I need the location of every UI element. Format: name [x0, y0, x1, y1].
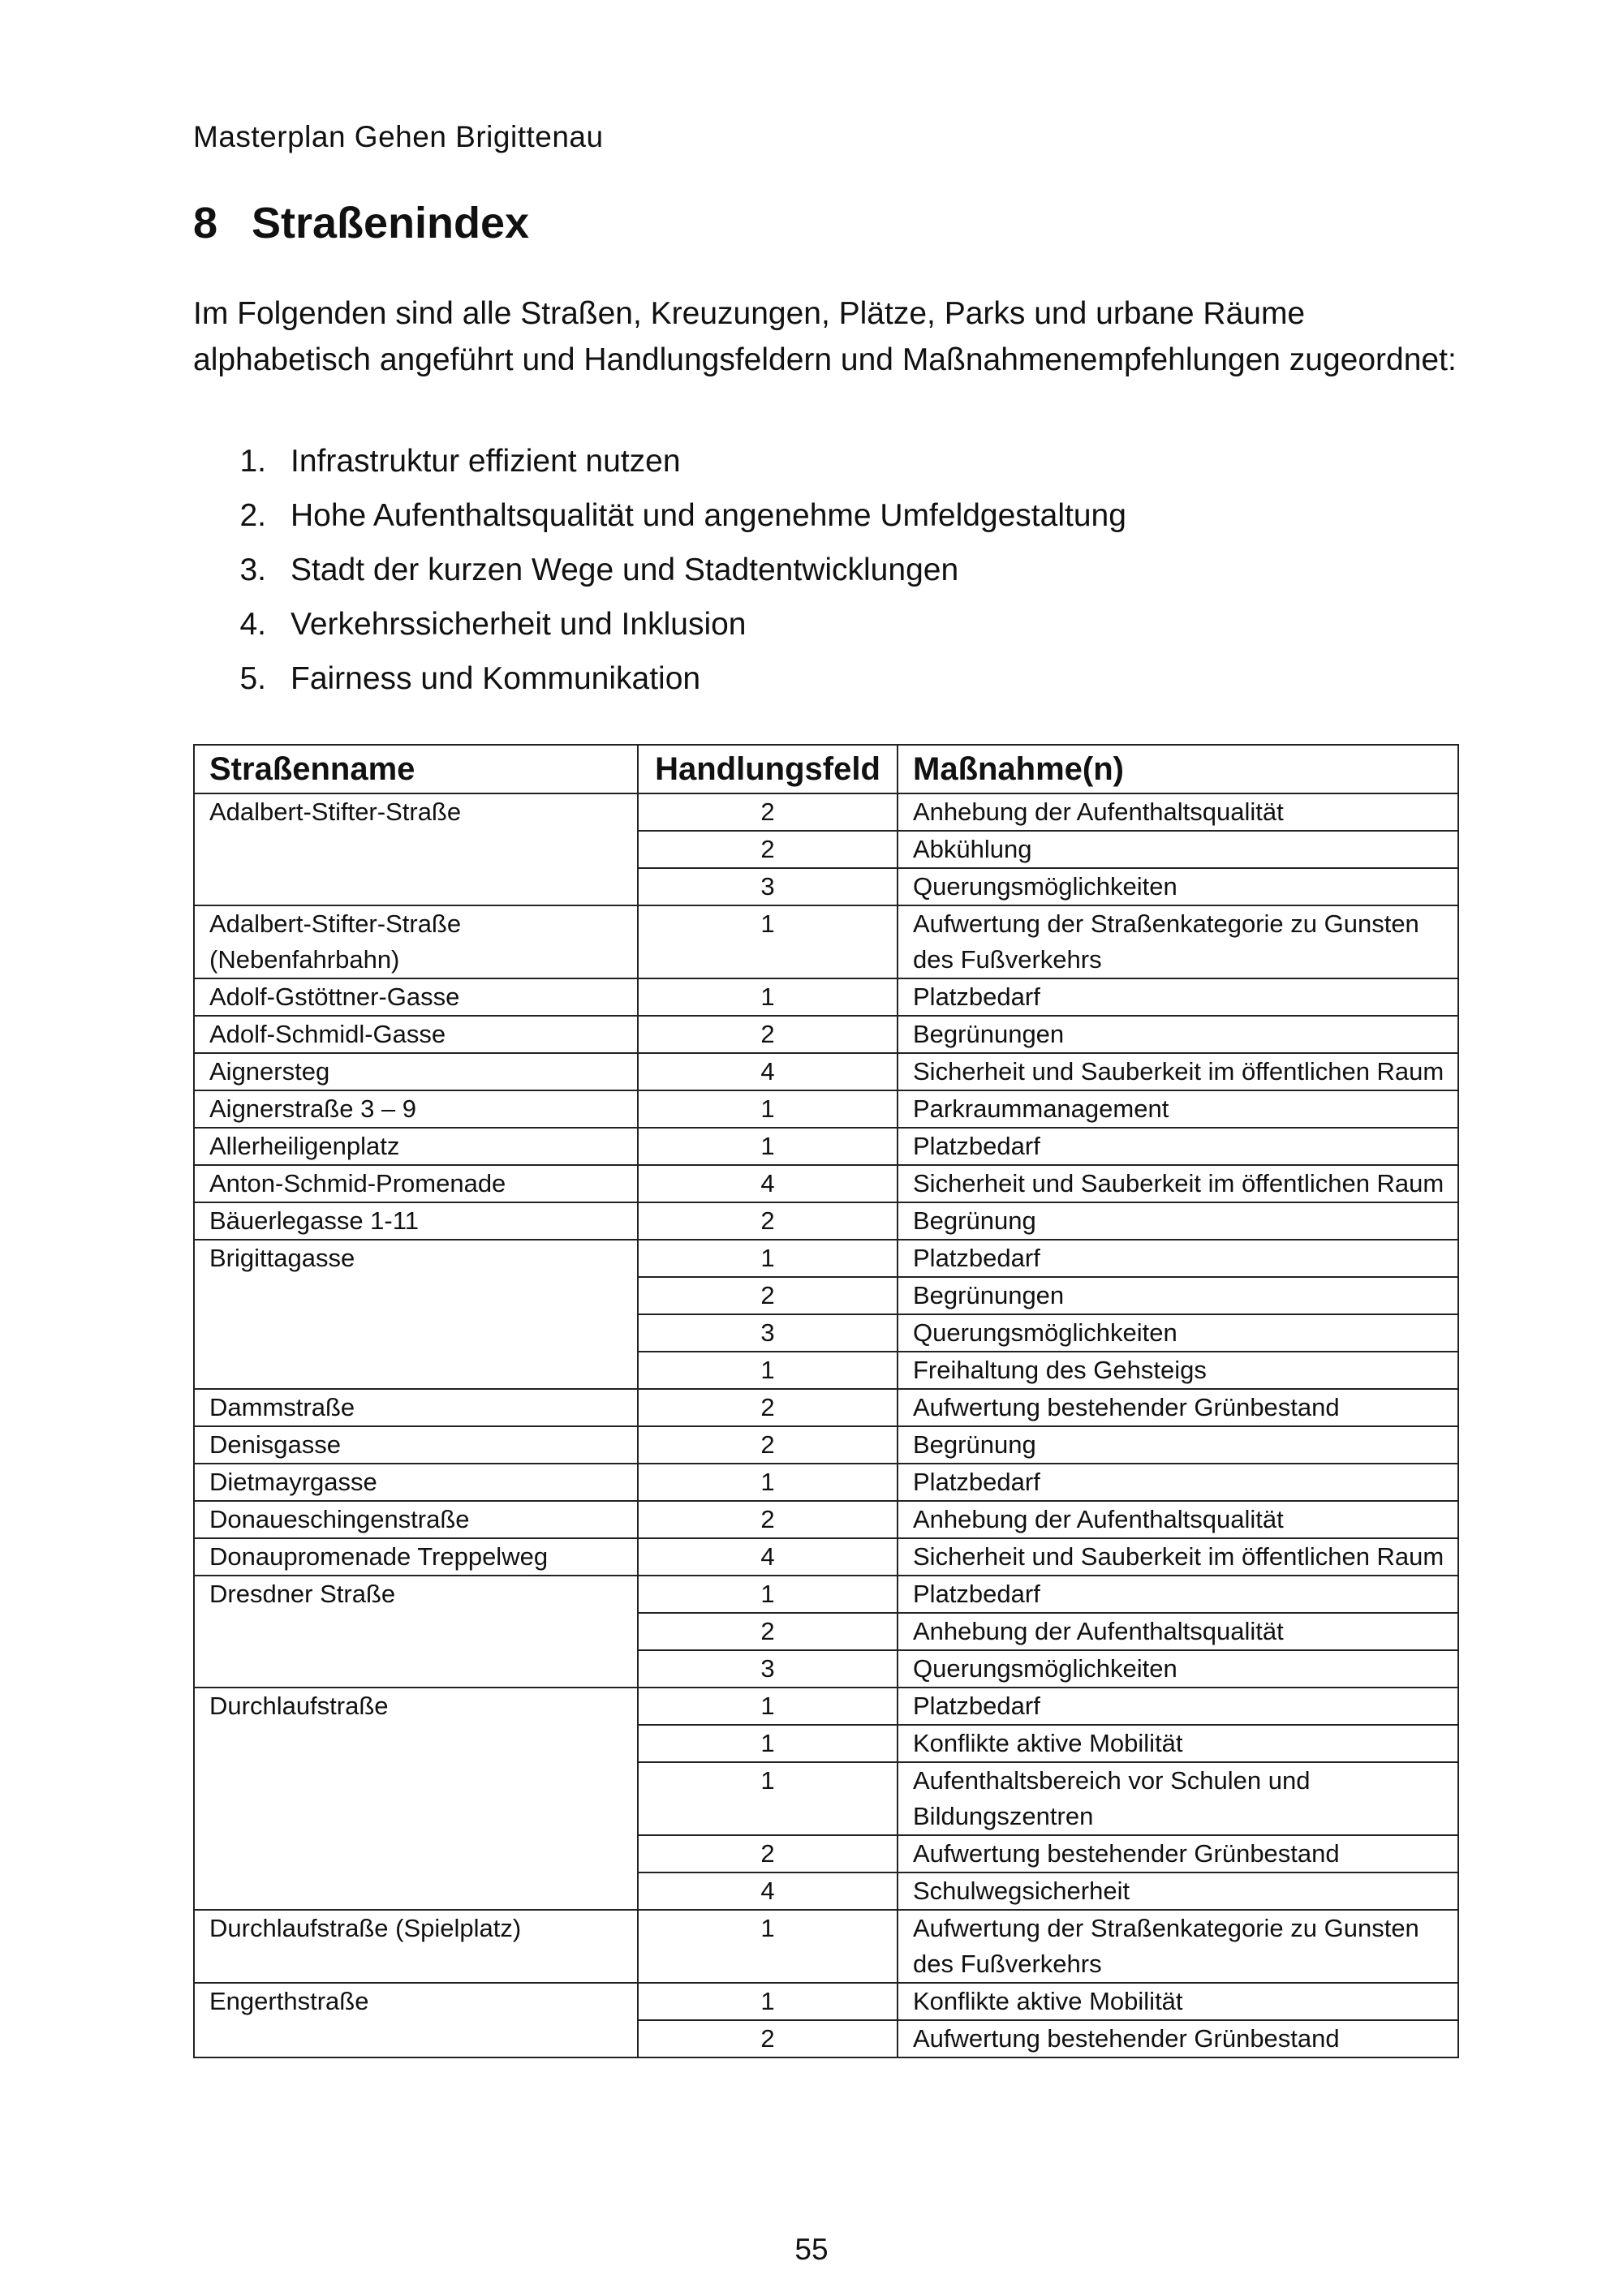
field-number: 4.	[239, 607, 266, 642]
table-row	[194, 1016, 1458, 1053]
field-cell: 4	[638, 1872, 898, 1910]
field-list-item	[193, 492, 1126, 547]
field-cell: 1	[638, 1725, 898, 1762]
measure-cell: Aufwertung der Straßenkategorie zu Gunsten des Fußverkehrs	[898, 1910, 1458, 1983]
field-label: Verkehrssicherheit und Inklusion	[291, 607, 747, 642]
table-row	[194, 1240, 1458, 1277]
field-cell: 1	[638, 1352, 898, 1389]
table-row	[194, 978, 1458, 1016]
street-index-table	[193, 744, 1459, 2058]
measure-cell: Anhebung der Aufenthaltsqualität	[898, 1613, 1458, 1650]
header-field: Handlungsfeld	[638, 745, 898, 793]
measure-cell: Sicherheit und Sauberkeit im öffentlichen Raum	[898, 1165, 1458, 1202]
field-number: 5.	[239, 661, 266, 696]
table-row	[194, 1165, 1458, 1202]
field-cell: 1	[638, 1576, 898, 1613]
street-name-cell: Adolf-Schmidl-Gasse	[194, 1016, 638, 1053]
measure-cell: Sicherheit und Sauberkeit im öffentlichen Raum	[898, 1053, 1458, 1090]
measure-cell: Aufwertung bestehender Grünbestand	[898, 1389, 1458, 1426]
field-list-item	[193, 601, 1126, 656]
header-street-name: Straßenname	[194, 745, 638, 793]
table-row	[194, 1501, 1458, 1538]
table-row	[194, 1538, 1458, 1576]
measure-cell: Begrünungen	[898, 1016, 1458, 1053]
street-name-cell: Dammstraße	[194, 1389, 638, 1426]
street-name-cell: Adolf-Gstöttner-Gasse	[194, 978, 638, 1016]
table-row	[194, 1389, 1458, 1426]
street-name-cell: Dietmayrgasse	[194, 1464, 638, 1501]
field-label: Hohe Aufenthaltsqualität und angenehme Umfeldgestaltung	[291, 498, 1126, 533]
street-name-cell: Dresdner Straße	[194, 1576, 638, 1688]
field-cell: 1	[638, 1688, 898, 1725]
field-cell: 1	[638, 1910, 898, 1983]
street-name-cell: Engerthstraße	[194, 1983, 638, 2057]
street-name-cell: Donaueschingenstraße	[194, 1501, 638, 1538]
field-cell: 1	[638, 1762, 898, 1835]
field-list-item	[193, 438, 1126, 492]
measure-cell: Schulwegsicherheit	[898, 1872, 1458, 1910]
measure-cell: Querungsmöglichkeiten	[898, 1314, 1458, 1352]
field-number: 1.	[239, 444, 266, 479]
field-cell: 2	[638, 2020, 898, 2057]
measure-cell: Querungsmöglichkeiten	[898, 1650, 1458, 1688]
field-cell: 1	[638, 978, 898, 1016]
field-label: Stadt der kurzen Wege und Stadtentwicklungen	[291, 553, 959, 587]
measure-cell: Platzbedarf	[898, 1688, 1458, 1725]
field-number: 2.	[239, 498, 266, 533]
street-name-cell: Durchlaufstraße	[194, 1688, 638, 1910]
table-row	[194, 1576, 1458, 1613]
measure-cell: Platzbedarf	[898, 1576, 1458, 1613]
measure-cell: Parkraummanagement	[898, 1090, 1458, 1128]
measure-cell: Begrünung	[898, 1426, 1458, 1464]
table-row	[194, 1128, 1458, 1165]
table-row	[194, 1053, 1458, 1090]
field-cell: 2	[638, 1426, 898, 1464]
field-number: 3.	[239, 553, 266, 587]
field-cell: 2	[638, 1016, 898, 1053]
measure-cell: Platzbedarf	[898, 978, 1458, 1016]
header-measures: Maßnahme(n)	[898, 745, 1458, 793]
street-name-cell: Donaupromenade Treppelweg	[194, 1538, 638, 1576]
measure-cell: Aufwertung der Straßenkategorie zu Gunsten des Fußverkehrs	[898, 905, 1458, 978]
measure-cell: Begrünungen	[898, 1277, 1458, 1314]
measure-cell: Begrünung	[898, 1202, 1458, 1240]
field-cell: 2	[638, 1835, 898, 1872]
street-name-cell: Aignerstraße 3 – 9	[194, 1090, 638, 1128]
field-cell: 4	[638, 1165, 898, 1202]
chapter-number: 8	[193, 199, 218, 247]
chapter-title-text: Straßenindex	[252, 199, 530, 247]
measure-cell: Querungsmöglichkeiten	[898, 868, 1458, 905]
field-cell: 1	[638, 1128, 898, 1165]
street-name-cell: Allerheiligenplatz	[194, 1128, 638, 1165]
table-header-row	[194, 745, 1458, 793]
measure-cell: Anhebung der Aufenthaltsqualität	[898, 793, 1458, 831]
measure-cell: Konflikte aktive Mobilität	[898, 1725, 1458, 1762]
field-cell: 2	[638, 1202, 898, 1240]
table-row	[194, 1910, 1458, 1983]
field-cell: 2	[638, 793, 898, 831]
street-name-cell: Brigittagasse	[194, 1240, 638, 1389]
field-cell: 4	[638, 1538, 898, 1576]
measure-cell: Abkühlung	[898, 831, 1458, 868]
field-cell: 1	[638, 1090, 898, 1128]
table-row	[194, 1983, 1458, 2020]
field-cell: 2	[638, 1613, 898, 1650]
table-row	[194, 1090, 1458, 1128]
measure-cell: Platzbedarf	[898, 1128, 1458, 1165]
measure-cell: Konflikte aktive Mobilität	[898, 1983, 1458, 2020]
field-cell: 3	[638, 1650, 898, 1688]
field-cell: 2	[638, 1501, 898, 1538]
measure-cell: Platzbedarf	[898, 1464, 1458, 1501]
field-list	[193, 438, 1126, 710]
field-label: Infrastruktur effizient nutzen	[291, 444, 681, 479]
field-cell: 1	[638, 1983, 898, 2020]
field-cell: 1	[638, 905, 898, 978]
field-cell: 4	[638, 1053, 898, 1090]
table-row	[194, 1202, 1458, 1240]
table-row	[194, 905, 1458, 978]
intro-paragraph: Im Folgenden sind alle Straßen, Kreuzungen, Plätze, Parks und urbane Räume alphabetisch angeführt und Handlungsfeldern und Maßnahmenempfehlungen zugeordnet:	[193, 296, 1457, 377]
field-list-item	[193, 656, 1126, 710]
street-name-cell: Anton-Schmid-Promenade	[194, 1165, 638, 1202]
measure-cell: Aufenthaltsbereich vor Schulen und Bildungszentren	[898, 1762, 1458, 1835]
field-list-item	[193, 547, 1126, 601]
table-body	[194, 793, 1458, 2057]
table-row	[194, 793, 1458, 831]
field-cell: 2	[638, 1277, 898, 1314]
street-name-cell: Adalbert-Stifter-Straße	[194, 793, 638, 905]
measure-cell: Freihaltung des Gehsteigs	[898, 1352, 1458, 1389]
street-name-cell: Durchlaufstraße (Spielplatz)	[194, 1910, 638, 1983]
field-cell: 1	[638, 1464, 898, 1501]
measure-cell: Platzbedarf	[898, 1240, 1458, 1277]
field-cell: 2	[638, 1389, 898, 1426]
street-name-cell: Adalbert-Stifter-Straße (Nebenfahrbahn)	[194, 905, 638, 978]
field-cell: 2	[638, 831, 898, 868]
measure-cell: Aufwertung bestehender Grünbestand	[898, 1835, 1458, 1872]
table-row	[194, 1688, 1458, 1725]
field-cell: 3	[638, 868, 898, 905]
field-cell: 3	[638, 1314, 898, 1352]
field-cell: 1	[638, 1240, 898, 1277]
page-number: 55	[794, 2233, 829, 2266]
field-label: Fairness und Kommunikation	[291, 661, 701, 696]
measure-cell: Sicherheit und Sauberkeit im öffentlichen Raum	[898, 1538, 1458, 1576]
running-header: Masterplan Gehen Brigittenau	[193, 120, 604, 153]
street-name-cell: Aignersteg	[194, 1053, 638, 1090]
street-name-cell: Denisgasse	[194, 1426, 638, 1464]
measure-cell: Anhebung der Aufenthaltsqualität	[898, 1501, 1458, 1538]
measure-cell: Aufwertung bestehender Grünbestand	[898, 2020, 1458, 2057]
table-row	[194, 1426, 1458, 1464]
table-row	[194, 1464, 1458, 1501]
chapter-title	[193, 198, 529, 248]
street-name-cell: Bäuerlegasse 1-11	[194, 1202, 638, 1240]
